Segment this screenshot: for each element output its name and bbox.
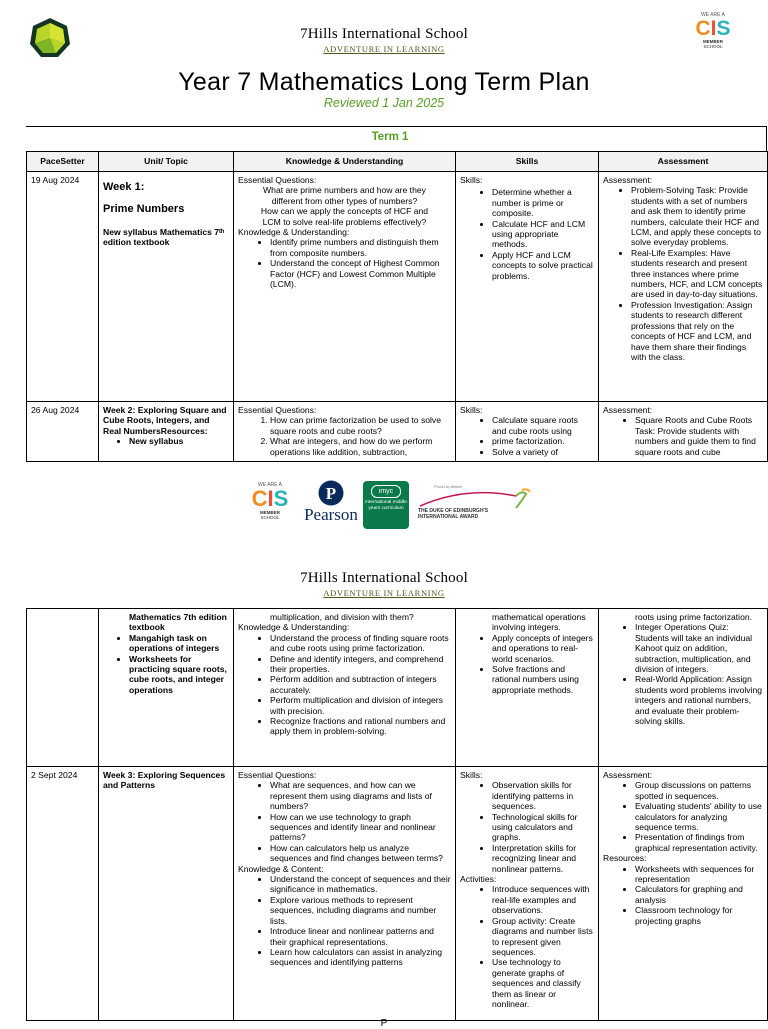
list-item: • Problem-Solving Task: Provide students with a set of numbers and ask them to identify prime numbers, calculate their HCF and LCM, and apply these concepts to solve everyday problems. (631, 185, 763, 247)
table-row (27, 402, 768, 462)
list-item: • Determine whether a number is prime or composite. (492, 187, 594, 218)
row-assessment (599, 767, 768, 1021)
header-skills: Skills (456, 152, 599, 172)
assessment-label: Assessment: (603, 405, 653, 415)
plan-table-page1 (26, 151, 768, 462)
row-date: 2 Sept 2024 (27, 767, 99, 1021)
list-item: • Mangahigh task on operations of integers (129, 633, 229, 654)
skills-label: Skills: (460, 175, 483, 185)
term-divider (26, 126, 767, 127)
list-item: • Understand the process of finding square roots and cube roots using prime factorization. (270, 633, 451, 654)
assessment-list (603, 185, 763, 362)
list-item: • New syllabus (129, 436, 229, 446)
school-header-page2 (0, 570, 768, 598)
reviewed-date: Reviewed 1 Jan 2025 (323, 96, 445, 110)
list-item: • Define and identify integers, and comprehend their properties. (270, 654, 451, 675)
continued-text: mathematical operations involving integers. (492, 612, 586, 633)
eq-label: Essential Questions: (238, 175, 317, 185)
list-item: • Solve a variety of (492, 447, 594, 457)
assessment-list (603, 415, 763, 457)
list-item: • Identify prime numbers and distinguish them from composite numbers. (270, 237, 451, 258)
cis-word: CIS (695, 17, 731, 40)
row-skills (456, 402, 599, 462)
list-item: • Calculate square roots and cube roots using (492, 415, 594, 436)
row-assessment (599, 172, 768, 402)
list-item: • How can calculators help us analyze sequences and find changes between terms? (270, 843, 451, 864)
list-item: • Calculators for graphing and analysis (635, 884, 763, 905)
header-unit-topic: Unit/ Topic (99, 152, 234, 172)
eq-label: Essential Questions: (238, 405, 317, 415)
table-row (27, 609, 768, 767)
list-item: • Observation skills for identifying patterns in sequences. (492, 780, 594, 811)
list-item: • Integer Operations Quiz: Students will take an individual Kahoot quiz on addition, subtraction, multiplication, and division of integers. (635, 622, 763, 674)
list-item: • Calculate HCF and LCM using appropriate methods. (492, 219, 594, 250)
activities-list (460, 884, 594, 1009)
skills-list (460, 780, 594, 874)
assessment-list (603, 622, 763, 726)
row-skills (456, 609, 599, 767)
list-item: • Evaluating students' ability to use calculators for analyzing sequence terms. (635, 801, 763, 832)
imyc-text: international middle years curriculum (365, 500, 407, 511)
list-item: • Use technology to generate graphs of sequences and classify them as linear or nonlinear. (492, 957, 594, 1009)
cis-partner-logo (246, 482, 294, 520)
header-assessment: Assessment (599, 152, 768, 172)
row-unit (99, 767, 234, 1021)
resource-label: New syllabus Mathematics 7ᵗʰ edition textbook (103, 226, 225, 248)
row-date (27, 609, 99, 767)
list-item: • Apply HCF and LCM concepts to solve practical problems. (492, 250, 594, 281)
assessment-list (603, 780, 763, 853)
list-item: • Introduce linear and nonlinear patterns and their graphical representations. (270, 926, 451, 947)
list-item: • Real-Life Examples: Have students research and present three instances where prime numbers, HCF, and LCM concepts are used in day-to-day situations. (631, 248, 763, 300)
doe-text: THE DUKE OF EDINBURGH'S INTERNATIONAL AWARD (418, 508, 489, 520)
assessment-label: Assessment: (603, 175, 653, 185)
list-item: • Square Roots and Cube Roots Task: Provide students with numbers and guide them to find square roots and cube (635, 415, 763, 457)
kc-list (238, 874, 451, 968)
eq-label: Essential Questions: (238, 770, 317, 780)
list-item: Mathematics 7th edition textbook (129, 612, 227, 633)
ku-label: Knowledge & Understanding: (238, 622, 350, 633)
doe-logo (416, 484, 536, 528)
essential-question: How can we apply the concepts of HCF and LCM to solve real-life problems effectively? (260, 206, 429, 227)
list-item: • Worksheets with sequences for representation (635, 864, 763, 885)
cis-member-logo (690, 12, 736, 49)
imyc-logo (363, 481, 409, 529)
table-row (27, 172, 768, 402)
pearson-word: Pearson (304, 505, 358, 524)
activities-label: Activities: (460, 874, 497, 885)
row-assessment (599, 402, 768, 462)
list-item: • Technological skills for using calculators and graphs. (492, 812, 594, 843)
cis-small-text: WE ARE A (258, 482, 282, 488)
list-item: • Understand the concept of sequences and their significance in mathematics. (270, 874, 451, 895)
continued-text: roots using prime factorization. (635, 612, 753, 622)
row-unit (99, 609, 234, 767)
row-knowledge (234, 609, 456, 767)
kc-label: Knowledge & Content: (238, 863, 324, 874)
skills-label: Skills: (460, 770, 483, 780)
list-item: • Worksheets for practicing square roots, cube roots, and integer operations (129, 654, 229, 696)
ku-label: Knowledge & Understanding: (238, 227, 350, 238)
list-item: • Classroom technology for projecting graphs (635, 905, 763, 926)
list-item: • How can we use technology to graph sequences and identify linear and nonlinear patterns? (270, 812, 451, 843)
imyc-top: imyc (371, 485, 401, 498)
row-knowledge (234, 172, 456, 402)
resource-list (103, 436, 229, 446)
topic-label: Week 3: Exploring Sequences and Patterns (103, 770, 226, 791)
cis-sub-school: SCHOOL (703, 44, 723, 49)
list-item: • Explore various methods to represent sequences, including diagrams and number lists. (270, 895, 451, 926)
essential-question: What are prime numbers and how are they different from other types of numbers? (263, 185, 426, 206)
cis-sub-school: SCHOOL (260, 515, 280, 520)
skills-list (460, 415, 594, 457)
table-header-row (27, 152, 768, 172)
row-unit (99, 172, 234, 402)
list-item: • Solve fractions and rational numbers using appropriate methods. (492, 664, 594, 695)
row-date: 26 Aug 2024 (27, 402, 99, 462)
topic-label: Prime Numbers (103, 203, 185, 216)
cis-sub-member: MEMBER (260, 510, 280, 515)
plan-table-page2 (26, 608, 768, 1021)
list-item: • Perform addition and subtraction of integers accurately. (270, 674, 451, 695)
continued-text: multiplication, and division with them? (270, 612, 414, 622)
pearson-logo (300, 480, 362, 524)
assessment-label: Assessment: (603, 770, 653, 780)
header-knowledge: Knowledge & Understanding (234, 152, 456, 172)
row-date: 19 Aug 2024 (27, 172, 99, 402)
svg-text:P: P (325, 484, 337, 503)
row-skills (456, 172, 599, 402)
ku-list (238, 237, 451, 289)
week-label: Week 1: (103, 181, 145, 193)
page-footer: P (380, 1018, 388, 1029)
eq-list (238, 780, 451, 863)
list-item: • Recognize fractions and rational numbers and apply them in problem-solving. (270, 716, 451, 737)
cis-sub-member: MEMBER (703, 39, 723, 44)
resources-label: Resources: (603, 853, 647, 864)
list-item: 1. How can prime factorization be used to solve square roots and cube roots? (270, 415, 451, 436)
resource-list (103, 633, 229, 695)
school-header (0, 26, 768, 54)
list-item: • Apply concepts of integers and operations to real-world scenarios. (492, 633, 594, 664)
list-item: • Presentation of findings from graphical representation activity. (635, 832, 763, 853)
doe-swoosh-icon (416, 486, 536, 510)
skills-list (460, 187, 594, 281)
list-item: 2. What are integers, and how do we perform operations like addition, subtraction, (270, 436, 451, 457)
pearson-icon (318, 480, 344, 506)
table-row (27, 767, 768, 1021)
row-unit (99, 402, 234, 462)
row-knowledge (234, 402, 456, 462)
skills-list (460, 633, 594, 695)
list-item: • Interpretation skills for recognizing linear and nonlinear patterns. (492, 843, 594, 874)
list-item: • Profession Investigation: Assign students to research different professions that rely on the concepts of HCF and LCM, and have them share their findings with the class. (631, 300, 763, 362)
school-name: 7Hills International School (300, 570, 468, 586)
list-item: • Perform multiplication and division of integers with precision. (270, 695, 451, 716)
ku-list (238, 633, 451, 737)
skills-label: Skills: (460, 405, 483, 415)
partner-logos (246, 480, 536, 532)
list-item: • Understand the concept of Highest Common Factor (HCF) and Lowest Common Multiple (LCM). (270, 258, 451, 289)
list-item: • Real-World Application: Assign students word problems involving integers and rational numbers, and evaluate their problem-solving skills. (635, 674, 763, 726)
cis-small-text: WE ARE A (701, 12, 725, 18)
list-item: • What are sequences, and how can we represent them using diagrams and lists of numbers? (270, 780, 451, 811)
eq-list (238, 415, 451, 457)
topic-label: Week 2: Exploring Square and Cube Roots, Integers, and Real NumbersResources: (103, 405, 227, 436)
row-assessment (599, 609, 768, 767)
doe-small: Proud to deliver (434, 484, 463, 489)
header-pacesetter: PaceSetter (27, 152, 99, 172)
school-name: 7Hills International School (300, 26, 468, 42)
school-tagline: ADVENTURE IN LEARNING (323, 44, 445, 54)
page-title: Year 7 Mathematics Long Term Plan (178, 68, 590, 96)
row-skills (456, 767, 599, 1021)
list-item: • Group discussions on patterns spotted in sequences. (635, 780, 763, 801)
school-tagline: ADVENTURE IN LEARNING (323, 588, 445, 598)
resource-list (103, 612, 229, 633)
list-item: • prime factorization. (492, 436, 594, 446)
list-item: • Learn how calculators can assist in analyzing sequences and identifying patterns (270, 947, 451, 968)
resources-list (603, 864, 763, 926)
row-knowledge (234, 767, 456, 1021)
list-item: • Introduce sequences with real-life examples and observations. (492, 884, 594, 915)
list-item: • Group activity: Create diagrams and number lists to represent given sequences. (492, 916, 594, 958)
term-title: Term 1 (371, 131, 409, 143)
cis-word: CIS (251, 486, 289, 511)
